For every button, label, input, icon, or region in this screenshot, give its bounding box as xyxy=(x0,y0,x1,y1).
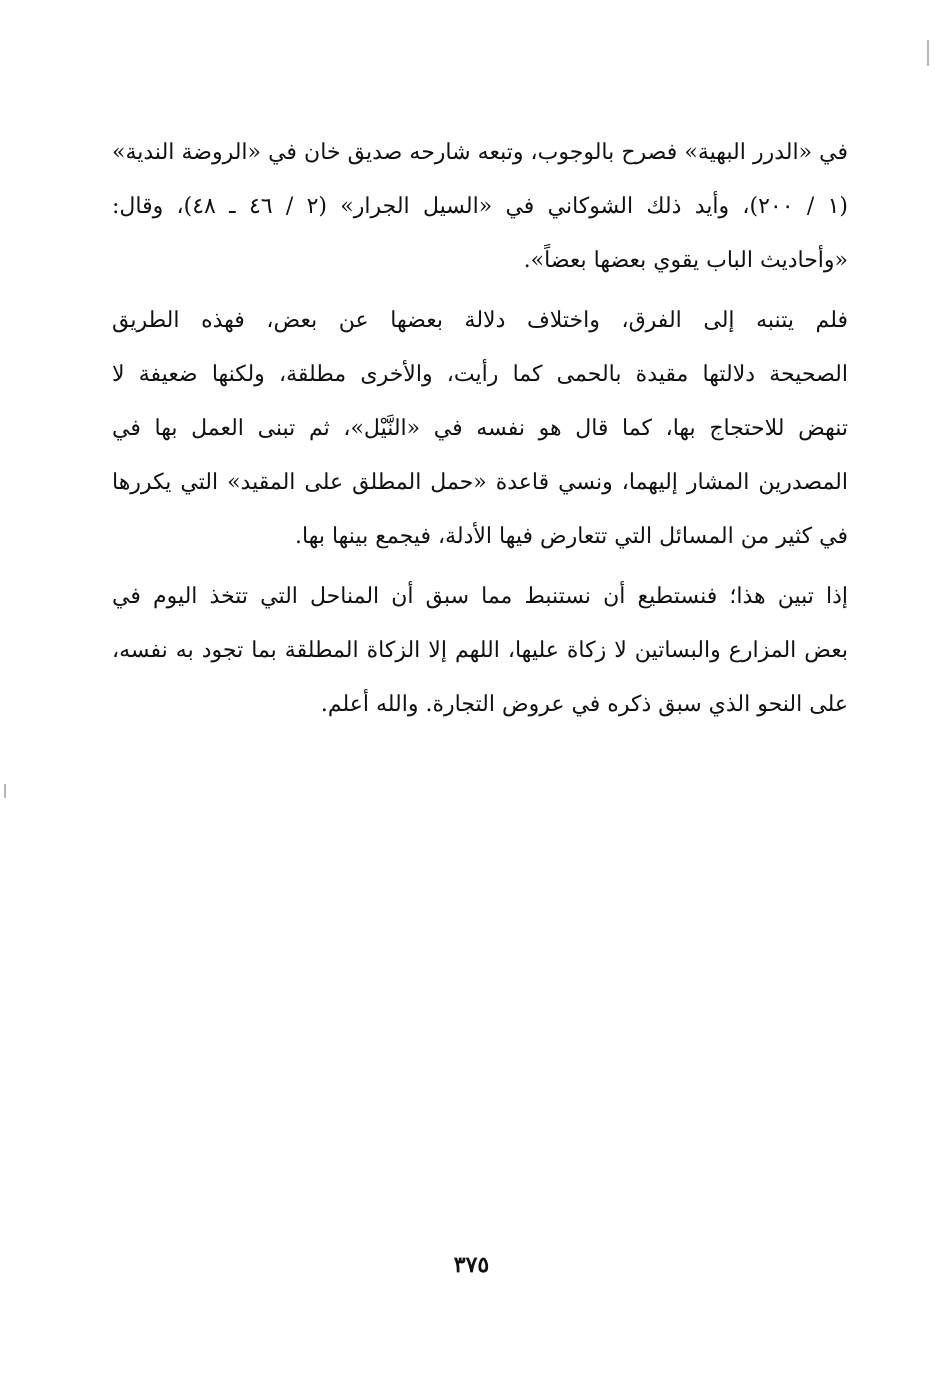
paragraph-2 xyxy=(112,294,848,564)
scan-edge-mark xyxy=(4,784,6,798)
text-line: في كثير من المسائل التي تتعارض فيها الأدلة، فيجمع بينها بها. xyxy=(295,524,848,549)
scan-edge-mark xyxy=(927,40,929,66)
page-number: ٣٧٥ xyxy=(453,1252,490,1278)
text-line: على النحو الذي سبق ذكره في عروض التجارة. والله أعلم. xyxy=(320,692,848,717)
body-text xyxy=(112,126,848,732)
paragraph-3 xyxy=(112,570,848,732)
text-line: في «الدرر البهية» فصرح بالوجوب، وتبعه شارحه صديق خان في «الروضة الندية» xyxy=(112,140,848,165)
paragraph-1 xyxy=(112,126,848,288)
text-line: تنهض للاحتجاج بها، كما قال هو نفسه في «النَّيْل»، ثم تبنى العمل بها في xyxy=(112,416,848,441)
text-line: المصدرين المشار إليهما، ونسي قاعدة «حمل المطلق على المقيد» التي يكررها xyxy=(112,470,848,495)
text-line: بعض المزارع والبساتين لا زكاة عليها، اللهم إلا الزكاة المطلقة بما تجود به نفسه، xyxy=(112,638,848,663)
text-line: إذا تبين هذا؛ فنستطيع أن نستنبط مما سبق أن المناحل التي تتخذ اليوم في xyxy=(112,584,848,609)
text-line: (١ / ٢٠٠)، وأيد ذلك الشوكاني في «السيل الجرار» (٢ / ٤٦ ـ ٤٨)، وقال: xyxy=(112,194,848,219)
text-line: الصحيحة دلالتها مقيدة بالحمى كما رأيت، والأخرى مطلقة، ولكنها ضعيفة لا xyxy=(112,362,848,387)
text-line: فلم يتنبه إلى الفرق، واختلاف دلالة بعضها عن بعض، فهذه الطريق xyxy=(112,308,848,333)
text-line: «وأحاديث الباب يقوي بعضها بعضاً». xyxy=(523,248,848,273)
